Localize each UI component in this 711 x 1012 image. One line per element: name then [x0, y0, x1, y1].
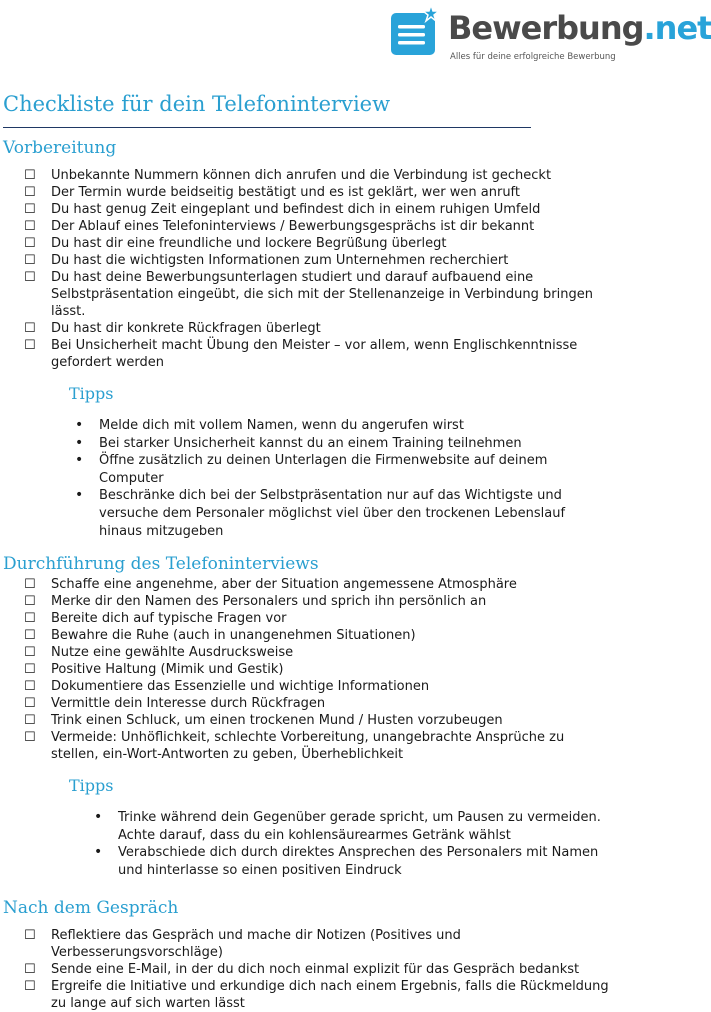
checklist-item[interactable]: ☐ Nutze eine gewählte Ausdrucksweise: [24, 645, 294, 660]
checkbox-icon[interactable]: ☐: [24, 236, 36, 251]
checklist-item[interactable]: ☐ Ergreife die Initiative und erkundige dich nach einem Ergebnis, falls die Rückmeldung zu lange auf sich warten lässt: [24, 979, 609, 1011]
checklist-item[interactable]: ☐ Der Termin wurde beidseitig bestätigt und es ist geklärt, wer wen anruft: [24, 185, 521, 200]
logo-tagline: Alles für deine erfolgreiche Bewerbung: [450, 52, 616, 62]
checkbox-icon[interactable]: ☐: [24, 696, 36, 711]
logo-wordmark: Bewerbung.net: [448, 9, 711, 47]
checklist-item[interactable]: ☐ Vermittle dein Interesse durch Rückfragen: [24, 696, 326, 711]
checkbox-icon[interactable]: ☐: [24, 594, 36, 609]
page-title: Checkliste für dein Telefoninterview: [3, 92, 391, 116]
checklist-nach-dem-gespraech: [0, 927, 611, 1012]
tip-item: • Melde dich mit vollem Namen, wenn du angerufen wirst: [99, 417, 579, 435]
checkbox-icon[interactable]: ☐: [24, 628, 36, 643]
checklist-item[interactable]: ☐ Du hast die wichtigsten Informationen zum Unternehmen recherchiert: [24, 253, 509, 268]
checklist-item[interactable]: ☐ Du hast dir eine freundliche und lockere Begrüßung überlegt: [24, 236, 447, 251]
checklist-item[interactable]: ☐ Schaffe eine angenehme, aber der Situation angemessene Atmosphäre: [24, 577, 517, 592]
checkbox-icon[interactable]: ☐: [24, 679, 36, 694]
section-heading-nach-dem-gespraech: Nach dem Gespräch: [3, 898, 179, 918]
tip-item: • Bei starker Unsicherheit kannst du an einem Training teilnehmen: [99, 435, 579, 453]
checkbox-icon[interactable]: ☐: [24, 645, 36, 660]
title-divider: [3, 127, 531, 128]
document-star-icon: [390, 5, 440, 57]
checkbox-icon[interactable]: ☐: [24, 577, 36, 592]
checklist-item[interactable]: ☐ Trink einen Schluck, um einen trockenen Mund / Husten vorzubeugen: [24, 713, 503, 728]
checklist-item[interactable]: ☐ Du hast genug Zeit eingeplant und befindest dich in einem ruhigen Umfeld: [24, 202, 541, 217]
checkbox-icon[interactable]: ☐: [24, 962, 36, 977]
tips-heading: Tipps: [69, 384, 114, 403]
checklist-item[interactable]: ☐ Unbekannte Nummern können dich anrufen und die Verbindung ist gecheckt: [24, 168, 552, 183]
checklist-item[interactable]: ☐ Der Ablauf eines Telefoninterviews / Bewerbungsgesprächs ist dir bekannt: [24, 219, 535, 234]
checkbox-icon[interactable]: ☐: [24, 338, 36, 353]
tips-heading: Tipps: [69, 776, 114, 795]
checklist-item[interactable]: ☐ Positive Haltung (Mimik und Gestik): [24, 662, 284, 677]
tip-item: • Verabschiede dich durch direktes Ansprechen des Personalers mit Namen und hinterlasse so einen positiven Eindruck: [118, 844, 618, 879]
checklist-item[interactable]: ☐ Du hast dir konkrete Rückfragen überlegt: [24, 321, 321, 336]
tip-item: • Trinke während dein Gegenüber gerade spricht, um Pausen zu vermeiden. Achte darauf, dass du ein kohlensäurearmes Getränk wählst: [118, 809, 618, 844]
checkbox-icon[interactable]: ☐: [24, 168, 36, 183]
section-heading-vorbereitung: Vorbereitung: [3, 138, 117, 158]
checkbox-icon[interactable]: ☐: [24, 662, 36, 677]
tip-item: • Beschränke dich bei der Selbstpräsentation nur auf das Wichtigste und versuche dem Personaler möglichst viel über den trockenen Lebenslauf hinaus mitzugeben: [99, 487, 579, 540]
checkbox-icon[interactable]: ☐: [24, 270, 36, 285]
checkbox-icon[interactable]: ☐: [24, 202, 36, 217]
checklist-item[interactable]: ☐ Bei Unsicherheit macht Übung den Meister – vor allem, wenn Englischkenntnisse gefordert werden: [24, 338, 578, 370]
checklist-item[interactable]: ☐ Vermeide: Unhöflichkeit, schlechte Vorbereitung, unangebrachte Ansprüche zu stellen, ein-Wort-Antworten zu geben, Überheblichkeit: [24, 730, 565, 762]
checklist-item[interactable]: ☐ Du hast deine Bewerbungsunterlagen studiert und darauf aufbauend eine Selbstpräsentation eingeübt, die sich mit der Stellenanzeige in Verbindung bringen lässt.: [24, 270, 593, 319]
checkbox-icon[interactable]: ☐: [24, 730, 36, 745]
checklist-durchfuehrung: [0, 576, 611, 763]
checkbox-icon[interactable]: ☐: [24, 611, 36, 626]
checkbox-icon[interactable]: ☐: [24, 928, 36, 943]
tip-item: • Öffne zusätzlich zu deinen Unterlagen die Firmenwebsite auf deinem Computer: [99, 452, 579, 487]
checklist-vorbereitung: [0, 167, 611, 371]
checkbox-icon[interactable]: ☐: [24, 253, 36, 268]
checklist-item[interactable]: ☐ Bereite dich auf typische Fragen vor: [24, 611, 287, 626]
checkbox-icon[interactable]: ☐: [24, 713, 36, 728]
section-heading-durchfuehrung: Durchführung des Telefoninterviews: [3, 554, 319, 574]
checklist-item[interactable]: ☐ Bewahre die Ruhe (auch in unangenehmen Situationen): [24, 628, 416, 643]
tips-list-durchfuehrung: [118, 809, 618, 879]
checklist-item[interactable]: ☐ Reflektiere das Gespräch und mache dir Notizen (Positives und Verbesserungsvorschläge): [24, 928, 461, 960]
checklist-item[interactable]: ☐ Sende eine E-Mail, in der du dich noch einmal explizit für das Gespräch bedankst: [24, 962, 580, 977]
checklist-item[interactable]: ☐ Dokumentiere das Essenzielle und wichtige Informationen: [24, 679, 430, 694]
checkbox-icon[interactable]: ☐: [24, 219, 36, 234]
tips-list-vorbereitung: [99, 417, 579, 540]
checkbox-icon[interactable]: ☐: [24, 321, 36, 336]
logo: [390, 2, 711, 66]
checkbox-icon[interactable]: ☐: [24, 979, 36, 994]
checklist-item[interactable]: ☐ Merke dir den Namen des Personalers und sprich ihn persönlich an: [24, 594, 487, 609]
checkbox-icon[interactable]: ☐: [24, 185, 36, 200]
